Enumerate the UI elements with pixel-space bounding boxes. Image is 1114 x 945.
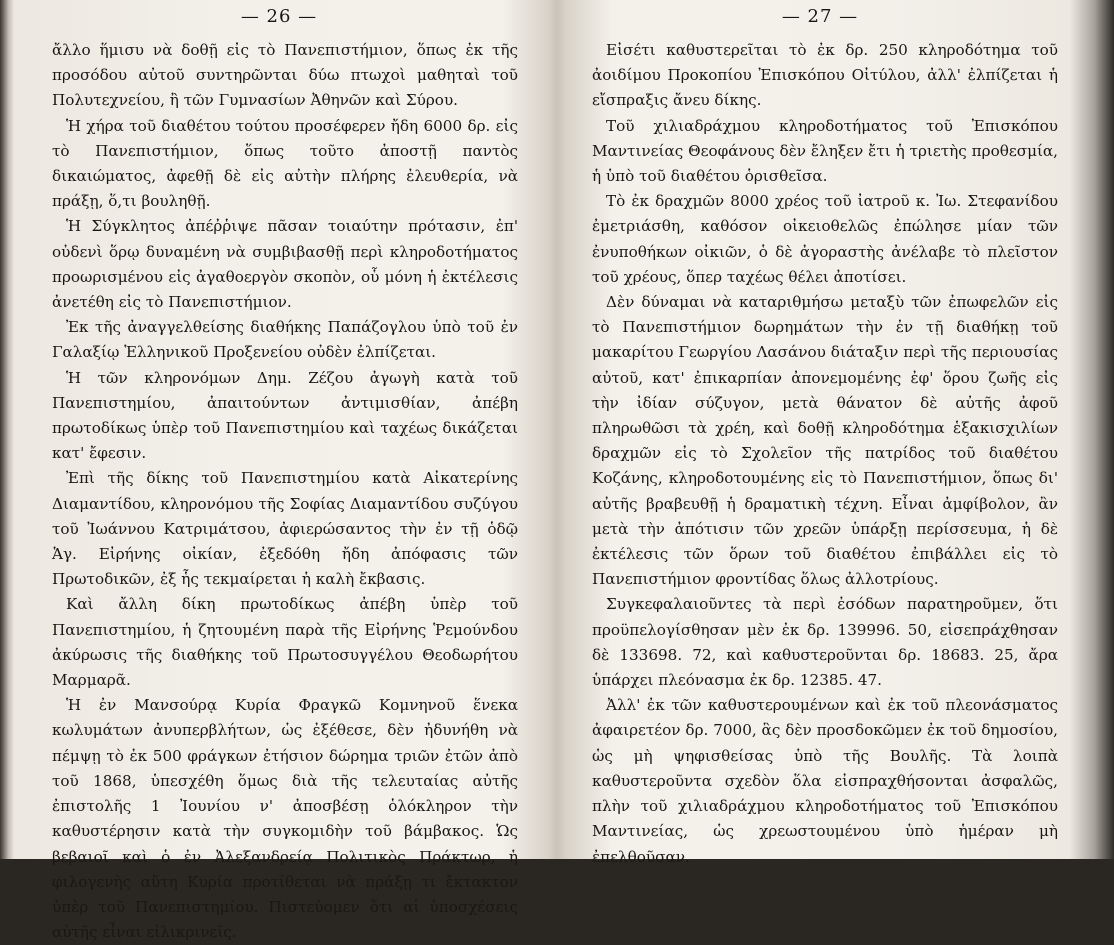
paragraph: Δὲν δύναμαι νὰ καταριθμήσω μεταξὺ τῶν ἐπωφελῶν εἰς τὸ Πανεπιστήμιον δωρημάτων τὴν ἐν τῇ διαθήκῃ τοῦ μακαρίτου Γεωργίου Λασάνου διάταξιν περὶ τῆς περιουσίας αὐτοῦ, κατ' ἐπικαρπίαν ἀπονεμομένης ἐφ' ὅρου ζωῆς εἰς τὴν ἰδίαν σύζυγον, μετὰ θάνατον δὲ αὐτῆς ἀφοῦ πληρωθῶσι τὰ χρέη, καὶ δοθῇ κληροδότημα ἑξακισχιλίων δραχμῶν εἰς τὸ Σχολεῖον τῆς πατρίδος τοῦ διαθέτου Κοζάνης, κληροδοτουμένης εἰς τὸ Πανεπιστήμιον, ὅπως δι' αὐτῆς βραβευθῇ ἡ δραματικὴ τέχνη. Εἶναι ἀμφίβολον, ἂν μετὰ τὴν ἀπότισιν τῶν χρεῶν ὑπάρξῃ περίσσευμα, ἡ δὲ ἐκτέλεσις τῶν ὅρων τοῦ διαθέτου ἐπιβάλλει εἰς τὸ Πανεπιστήμιον φροντίδας ὅλως ἀλλοτρίους. — [592, 293, 1058, 589]
paragraph: ἄλλο ἥμισυ νὰ δοθῇ εἰς τὸ Πανεπιστήμιον, ὅπως ἐκ τῆς προσόδου αὐτοῦ συντηρῶνται δύω πτωχοὶ μαθηταὶ τοῦ Πολυτεχνείου, ἢ τῶν Γυμνασίων Ἀθηνῶν καὶ Σύρου. — [52, 41, 518, 110]
paragraph: Συγκεφαλαιοῦντες τὰ περὶ ἐσόδων παρατηροῦμεν, ὅτι προϋπελογίσθησαν μὲν ἐκ δρ. 139996. 50, εἰσεπράχθησαν δὲ 133698. 72, καὶ καθυστεροῦνται δρ. 18683. 25, ἄρα ὑπάρχει πλεόνασμα ἐκ δρ. 12385. 47. — [592, 595, 1058, 690]
paragraph: Ἡ Σύγκλητος ἀπέῤῥιψε πᾶσαν τοιαύτην πρότασιν, ἐπ' οὐδενὶ ὅρῳ δυναμένη νὰ συμβιβασθῇ περὶ κληροδοτήματος προωρισμένου εἰς ἀγαθοεργὸν σκοπὸν, οὗ μόνη ἡ ἐκτέλεσις ἀνετέθη εἰς τὸ Πανεπιστήμιον. — [52, 217, 518, 312]
paragraph: Ἡ χήρα τοῦ διαθέτου τούτου προσέφερεν ἤδη 6000 δρ. εἰς τὸ Πανεπιστήμιον, ὅπως τοῦτο ἀποστῇ παντὸς δικαιώματος, ἀφεθῇ δὲ εἰς αὐτὴν πλήρης ἐλευθερία, νὰ πράξῃ, ὅ,τι βουληθῇ. — [52, 116, 518, 211]
page-number-27: — 27 — — [781, 6, 859, 27]
paragraph: Ἐπὶ τῆς δίκης τοῦ Πανεπιστημίου κατὰ Αἰκατερίνης Διαμαντίδου, κληρονόμου τῆς Σοφίας Διαμαντίδου συζύγου τοῦ Ἰωάννου Κατριμάτσου, ἀφιερώσαντος τὴν ἐν τῇ ὁδῷ Ἁγ. Εἰρήνης οἰκίαν, ἐξεδόθη ἤδη ἀπόφασις τῶν Πρωτοδικῶν, ἐξ ἧς τεκμαίρεται ἡ καλὴ ἔκβασις. — [52, 469, 518, 589]
paragraph: Ἀλλ' ἐκ τῶν καθυστερουμένων καὶ ἐκ τοῦ πλεονάσματος ἀφαιρετέον δρ. 7000, ἃς δὲν προσδοκῶμεν ἐκ τοῦ δημοσίου, ὡς μὴ ψηφισθείσας ὑπὸ τῆς Βουλῆς. Τὰ λοιπὰ καθυστεροῦντα σχεδὸν ὅλα εἰσπραχθήσονται ἀσφαλῶς, πλὴν τοῦ χιλιαδράχμου κληροδοτήματος τοῦ Ἐπισκόπου Μαντινείας, ὡς χρεωστουμένου ὑπὸ ἡμέραν μὴ ἐπελθοῦσαν. — [592, 696, 1058, 866]
right-page — [566, 0, 1114, 866]
paragraph: Καὶ ἄλλη δίκη πρωτοδίκως ἀπέβη ὑπὲρ τοῦ Πανεπιστημίου, ἡ ζητουμένη παρὰ τῆς Εἰρήνης Ῥεμούνδου ἀκύρωσις τῆς διαθήκης τοῦ Πρωτοσυγγέλου Θεοδωρήτου Μαρμαρᾶ. — [52, 595, 518, 690]
right-page-text — [592, 38, 1058, 870]
paragraph: Ἐκ τῆς ἀναγγελθείσης διαθήκης Παπάζογλου ὑπὸ τοῦ ἐν Γαλαξίῳ Ἑλληνικοῦ Προξενείου οὐδὲν ἐλπίζεται. — [52, 318, 518, 362]
paragraph: Ἡ τῶν κληρονόμων Δημ. Ζέζου ἀγωγὴ κατὰ τοῦ Πανεπιστημίου, ἀπαιτούντων ἀντιμισθίαν, ἀπέβη πρωτοδίκως ὑπὲρ τοῦ Πανεπιστημίου καὶ ταχέως δικάζεται κατ' ἔφεσιν. — [52, 368, 518, 463]
right-edge-shadow — [1070, 0, 1114, 859]
paragraph: Τὸ ἐκ δραχμῶν 8000 χρέος τοῦ ἰατροῦ κ. Ἰω. Στεφανίδου ἐμετριάσθη, καθόσον οἰκειοθελῶς ἐπώλησε μίαν τῶν ἐνυποθήκων οἰκιῶν, ὁ δὲ ἀγοραστὴς ἀνέλαβε τὸ πλεῖστον τοῦ χρέους, ὅπερ ταχέως θέλει ἀποτίσει. — [592, 192, 1058, 286]
paragraph: Ἡ ἐν Μανσούρᾳ Κυρία Φραγκῶ Κομνηνοῦ ἕνεκα κωλυμάτων ἀνυπερβλήτων, ὡς ἐξέθεσε, δὲν ἠδυνήθη νὰ πέμψῃ τὸ ἐκ 500 φράγκων ἐτήσιον δώρημα τριῶν ἐτῶν ἀπὸ τοῦ 1868, ὑπεσχέθη ὅμως διὰ τῆς τελευταίας αὐτῆς ἐπιστολῆς 1 Ἰουνίου ν' ἀποσβέσῃ ὁλόκληρον τὴν καθυστέρησιν κατὰ τὴν συγκομιδὴν τοῦ βάμβακος. Ὡς βεβαιοῖ καὶ ὁ ἐν Ἀλεξανδρείᾳ Πολιτικὸς Πράκτωρ, ἡ φιλογενὴς αὕτη Κυρία προτίθεται νὰ πράξῃ τι ἔκτακτον ὑπὲρ τοῦ Πανεπιστημίου. Πιστεύομεν ὅτι αἱ ὑποσχέσεις αὐτῆς εἶναι εἰλικρινεῖς. — [52, 696, 518, 942]
page-number-26: — 26 — — [240, 6, 318, 27]
left-page — [0, 0, 548, 942]
left-page-text — [52, 38, 518, 945]
paragraph: Τοῦ χιλιαδράχμου κληροδοτήματος τοῦ Ἐπισκόπου Μαντινείας Θεοφάνους δὲν ἔληξεν ἔτι ἡ τριετὴς προθεσμία, ἡ ὑπὸ τοῦ διαθέτου ὁρισθεῖσα. — [592, 116, 1058, 186]
paragraph: Εἰσέτι καθυστερεῖται τὸ ἐκ δρ. 250 κληροδότημα τοῦ ἀοιδίμου Προκοπίου Ἐπισκόπου Οἰτύλου, ἀλλ' ἐλπίζεται ἡ εἴσπραξις ἄνευ δίκης. — [592, 41, 1058, 110]
